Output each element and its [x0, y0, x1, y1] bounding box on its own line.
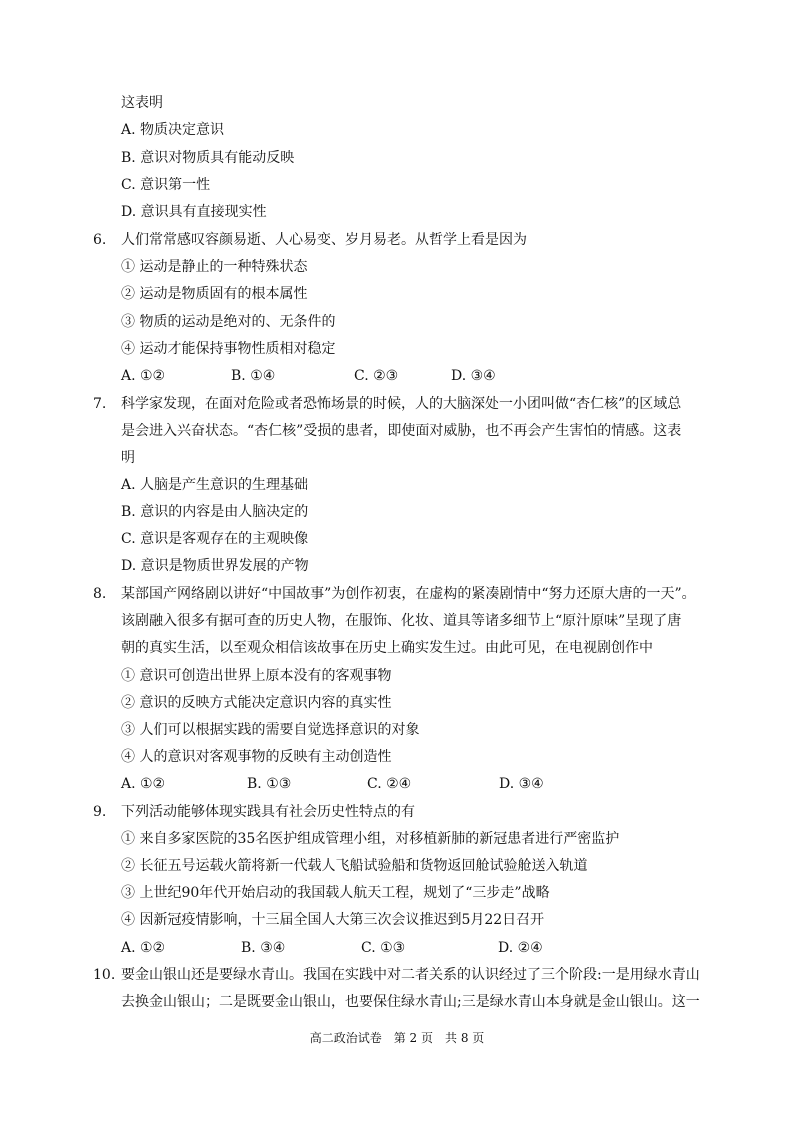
intro-line: 这表明 [121, 95, 163, 111]
question-8-statement-4: ④ 人的意识对客观事物的反映有主动创造性 [121, 749, 392, 765]
choice-a: A. ①② [121, 776, 166, 792]
question-7-option-c: C. 意识是客观存在的主观映像 [121, 531, 309, 547]
choice-d: D. ②④ [498, 940, 543, 956]
question-7-stem-line-1: 科学家发现，在面对危险或者恐怖场景的时候，人的大脑深处一小团叫做“杏仁核”的区域总 [121, 396, 682, 412]
question-9-statement-1: ① 来自多家医院的35名医护组成管理小组，对移植新肺的新冠患者进行严密监护 [121, 831, 620, 847]
choice-c: C. ①③ [361, 940, 406, 956]
question-10-stem-line-2: 去换金山银山；二是既要金山银山，也要保住绿水青山;三是绿水青山本身就是金山银山。这一 [121, 994, 700, 1010]
question-6-statement-1: ① 运动是静止的一种特殊状态 [121, 259, 308, 275]
question-6-choices [121, 367, 621, 385]
question-6-statement-4: ④ 运动才能保持事物性质相对稳定 [121, 341, 336, 357]
choice-b: B. ①③ [247, 776, 292, 792]
question-10-number: 10. [93, 967, 116, 983]
question-10-stem-line-1: 要金山银山还是要绿水青山。我国在实践中对二者关系的认识经过了三个阶段:一是用绿水青山 [121, 967, 700, 983]
question-8-statement-3: ③ 人们可以根据实践的需要自觉选择意识的对象 [121, 722, 420, 738]
question-6-number: 6. [93, 232, 107, 248]
choice-b: B. ①④ [231, 368, 276, 384]
question-8-choices [121, 775, 621, 793]
question-7-option-d: D. 意识是物质世界发展的产物 [121, 558, 309, 574]
intro-option-c: C. 意识第一性 [121, 177, 211, 193]
intro-option-a: A. 物质决定意识 [121, 122, 225, 138]
question-7-option-a: A. 人脑是产生意识的生理基础 [121, 477, 309, 493]
question-9-number: 9. [93, 804, 107, 820]
question-8-stem-line-3: 朝的真实生活，以至观众相信该故事在历史上确实发生过。由此可见，在电视剧创作中 [121, 640, 653, 656]
choice-d: D. ③④ [499, 776, 544, 792]
question-6-stem: 人们常常感叹容颜易逝、人心易变、岁月易老。从哲学上看是因为 [121, 232, 527, 248]
intro-option-d: D. 意识具有直接现实性 [121, 204, 267, 220]
question-9-stem: 下列活动能够体现实践具有社会历史性特点的有 [121, 804, 415, 820]
question-9-statement-4: ④ 因新冠疫情影响，十三届全国人大第三次会议推迟到5月22日召开 [121, 912, 545, 928]
question-9-choices [121, 939, 621, 957]
question-8-statement-2: ② 意识的反映方式能决定意识内容的真实性 [121, 695, 392, 711]
question-7-number: 7. [93, 396, 107, 412]
choice-b: B. ③④ [241, 940, 286, 956]
question-6-statement-3: ③ 物质的运动是绝对的、无条件的 [121, 314, 336, 330]
question-9-statement-3: ③ 上世纪90年代开始启动的我国载人航天工程，规划了“三步走”战略 [121, 885, 550, 901]
choice-c: C. ②④ [367, 776, 412, 792]
question-7-stem-line-2: 是会进入兴奋状态。“杏仁核”受损的患者，即使面对威胁，也不再会产生害怕的情感。这表 [121, 423, 682, 439]
question-8-number: 8. [93, 586, 107, 602]
choice-a: A. ①② [121, 368, 166, 384]
question-9-statement-2: ② 长征五号运载火箭将新一代载人飞船试验船和货物返回舱试验舱送入轨道 [121, 858, 588, 874]
page-footer: 高二政治试卷 第 2 页 共 8 页 [309, 1031, 485, 1045]
intro-option-b: B. 意识对物质具有能动反映 [121, 150, 295, 166]
choice-c: C. ②③ [354, 368, 399, 384]
choice-a: A. ①② [121, 940, 166, 956]
question-7-stem-line-3: 明 [121, 450, 135, 466]
choice-d: D. ③④ [451, 368, 496, 384]
question-8-statement-1: ① 意识可创造出世界上原本没有的客观事物 [121, 668, 392, 684]
question-7-option-b: B. 意识的内容是由人脑决定的 [121, 504, 309, 520]
question-8-stem-line-2: 该剧融入很多有据可查的历史人物，在服饰、化妆、道具等诸多细节上“原汁原味”呈现了唐 [121, 613, 682, 629]
question-8-stem-line-1: 某部国产网络剧以讲好“中国故事”为创作初衷，在虚构的紧凑剧情中“努力还原大唐的一天”。 [121, 586, 696, 602]
question-6-statement-2: ② 运动是物质固有的根本属性 [121, 286, 308, 302]
